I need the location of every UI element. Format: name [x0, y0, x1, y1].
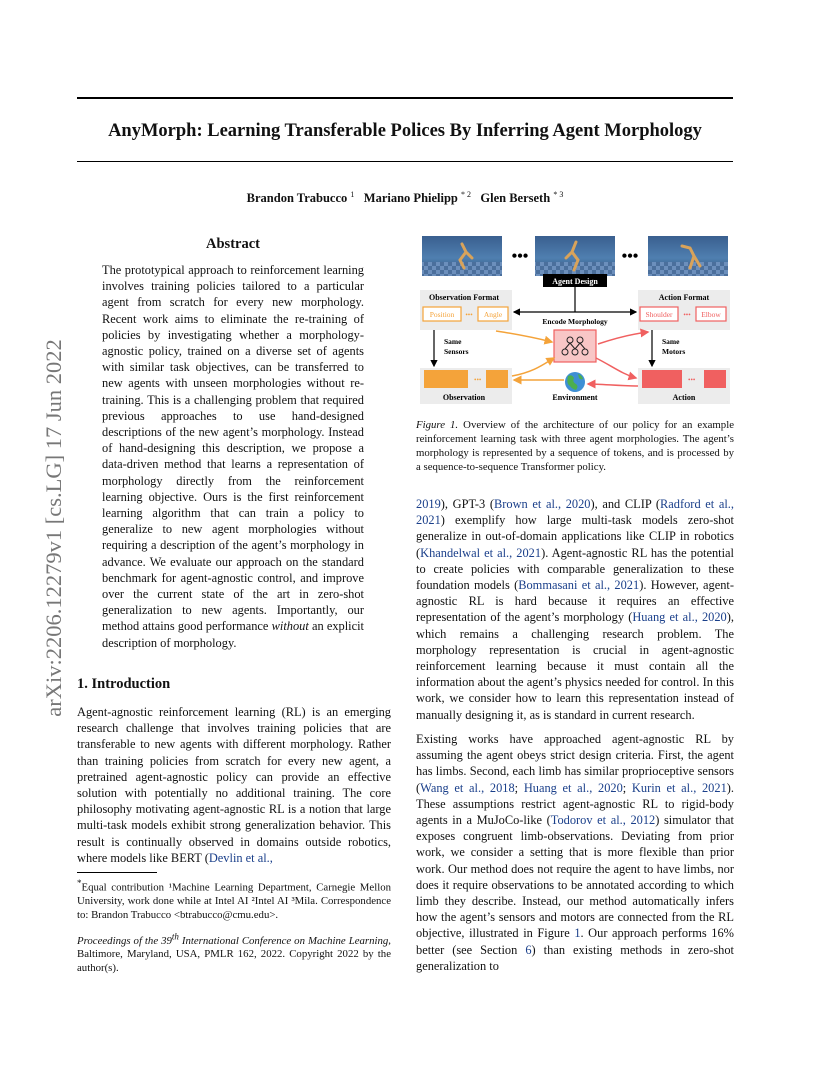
agent-image-3: [648, 236, 728, 276]
paper-title: AnyMorph: Learning Transferable Polices By Inferring Agent Morphology: [108, 121, 702, 141]
author-name: Mariano Phielipp: [363, 191, 458, 206]
paragraph-text: ) than existing methods in zero-shot generalization to: [416, 942, 734, 973]
shoulder-token: Shoulder: [645, 310, 673, 319]
angle-token: Angle: [483, 310, 503, 319]
footnote: *Equal contribution ¹Machine Learning Department, Carnegie Mellon University, work done while at Intel AI ²Intel AI ³Mila. Correspondence to: Brandon Trabucco <btrabucco@cmu.edu>.: [77, 878, 391, 921]
action-label: Action: [672, 393, 696, 402]
agent-ellipsis: •••: [621, 248, 639, 265]
paragraph-text: ). Agent-agnostic RL has the potential to create policies with comparable generalization to these foundation models (: [416, 545, 734, 593]
agent-design-label: Agent Design: [552, 277, 598, 286]
architecture-figure: [416, 234, 734, 406]
citation-link[interactable]: Huang et al., 2020: [523, 780, 623, 795]
citation-link[interactable]: Kurin et al., 2021: [631, 780, 727, 795]
abstract-heading: Abstract: [206, 236, 260, 252]
citation-link[interactable]: Devlin et al.,: [208, 850, 273, 865]
token-ellipsis: •••: [683, 311, 691, 319]
observation-format-label: Observation Format: [429, 293, 499, 302]
author-affiliation: * 2: [461, 190, 472, 199]
citation-link[interactable]: Bommasani et al., 2021: [518, 578, 640, 593]
token-ellipsis: •••: [474, 376, 482, 384]
proceedings-sup: th: [171, 931, 179, 941]
right-column-paragraph-1: [416, 496, 734, 723]
author-affiliation: 1: [350, 190, 355, 199]
caption-text: Overview of the architecture of our policy for an example reinforcement learning task with three agent morphologies. The agent’s morphology is represented by a sequence of tokens, and is processed by a sequence-to-sequence Transformer policy.: [416, 419, 734, 473]
proceedings-suffix: , Baltimore, Maryland, USA, PMLR 162, 2022. Copyright 2022 by the author(s).: [77, 934, 391, 974]
paragraph-text: ). These assumptions restrict agent-agnostic RL to rigid-body agents in a MuJoCo-like (: [416, 780, 734, 828]
introduction-body: [77, 704, 391, 866]
environment-label: Environment: [552, 393, 598, 402]
environment-globe-icon: [565, 372, 585, 392]
citation-link[interactable]: Huang et al., 2020: [632, 610, 727, 625]
author-list: [77, 190, 733, 206]
abstract-body: [102, 262, 364, 651]
agent-image-2: [535, 236, 615, 276]
footnote-rule: [77, 872, 157, 873]
observation-bar: [424, 370, 468, 388]
abstract-text-end: an explicit description of morphology.: [102, 619, 364, 650]
action-bar: [704, 370, 726, 388]
paragraph-text: ), and CLIP (: [590, 497, 661, 511]
same-motors-label: Same: [662, 337, 680, 346]
abstract-emphasis: without: [271, 619, 309, 634]
title-top-rule: [77, 97, 733, 99]
intro-text: Agent-agnostic reinforcement learning (RL) is an emerging research challenge that involves training policies that are transferable to new agents with different morphology. Rather than training policies from scratch for every new agent, a pretrained agent-agnostic policy can provide an effective solution with potentially no additional training. The core philosophy motivating agent-agnostic RL is a notion that large multi-task models exhibit strong generalization behavior. This result is continually observed in domains outside robotics, where models like BERT (: [77, 705, 391, 865]
paragraph-text: ) simulator that exposes congruent limb-observations. Deviating from prior work, we consider a setting that is more flexible than prior work. Our method does not require the agent to have limbs, nor does it require observations to be annotated according to which limb they describe. Instead, our method automatically infers how the agent’s sensors and motors are connected from the RL objective, illustrated in Figure: [416, 813, 734, 941]
citation-link[interactable]: Brown et al., 2020: [494, 497, 591, 511]
position-token: Position: [429, 310, 455, 319]
paragraph-text: ). However, agent-agnostic RL is hard because it requires an effective representation of the agent’s morphology (: [416, 578, 734, 625]
paragraph-text: ), GPT-3 (: [440, 497, 494, 511]
action-bar: [642, 370, 682, 388]
citation-link[interactable]: 6: [525, 942, 532, 957]
paragraph-text: ), which remains a challenging research problem. The morphology representation is crucial in agent-agnostic reinforcement learning because it must contain all the information about the agent’s physics needed for control. In this work, we consider how to learn this representation instead of manually designing it, as is standard in current research.: [416, 610, 734, 722]
citation-link[interactable]: Todorov et al., 2012: [550, 813, 656, 828]
observation-bar: [486, 370, 508, 388]
same-motors-label: Motors: [662, 347, 686, 356]
proceedings-mid: International Conference on Machine Learning: [178, 934, 389, 947]
citation-link[interactable]: Wang et al., 2018: [420, 780, 515, 795]
author-affiliation: * 3: [553, 190, 564, 199]
author-name: Glen Berseth: [480, 191, 551, 206]
right-column-paragraph-2: [416, 731, 734, 974]
paragraph-text: ;: [514, 780, 524, 795]
proceedings-prefix: Proceedings of the 39: [77, 934, 172, 947]
citation-link[interactable]: 2019: [416, 497, 441, 511]
token-ellipsis: •••: [688, 376, 696, 384]
citation-link[interactable]: 1: [574, 926, 581, 941]
agent-ellipsis: •••: [511, 248, 529, 265]
policy-box: [554, 330, 596, 362]
paragraph-text: Existing works have approached agent-agnostic RL by assuming the agent obeys strict design criteria. First, the agent has limbs. Second, each limb has similar proprioceptive sensors (: [416, 732, 734, 795]
figure-label: Figure 1.: [416, 419, 459, 431]
paragraph-text: ;: [622, 780, 632, 795]
proceedings-note: [77, 930, 391, 975]
agent-image-1: [422, 236, 502, 276]
encode-morphology-label: Encode Morphology: [542, 317, 608, 326]
author-name: Brandon Trabucco: [246, 191, 348, 206]
arxiv-identifier[interactable]: arXiv:2206.12279v1 [cs.LG] 17 Jun 2022: [41, 339, 66, 717]
elbow-token: Elbow: [701, 310, 721, 319]
same-sensors-label: Same: [444, 337, 462, 346]
abstract-text: The prototypical approach to reinforcement learning involves training policies tailored to a particular agent from scratch for every new morphology. Recent work aims to eliminate the re-training of policies by investigating whether a morphology-agnostic policy, trained on a diverse set of agents with similar task objectives, can be transferred to new agents with unseen morphologies without re-training. This is a challenging problem that required previous approaches to use hand-designed descriptions of the new agent’s morphology. Instead of hand-designing this description, we propose a data-driven method that learns a representation of morphology directly from the reinforcement learning objective. Ours is the first reinforcement learning algorithm that can train a policy to generalize to new agent morphologies without requiring a description of the agent’s morphology in advance. We evaluate our approach on the standard benchmark for agent-agnostic control, and improve over the current state of the art in zero-shot generalization to new agents. Importantly, our method attains good performance: [102, 263, 364, 634]
citation-link[interactable]: Khandelwal et al., 2021: [420, 545, 542, 560]
figure-caption: [416, 418, 734, 474]
citation-link[interactable]: Radford et al., 2021: [416, 497, 734, 528]
section-heading-introduction: 1. Introduction: [77, 676, 171, 692]
action-format-label: Action Format: [658, 293, 710, 302]
footnote-text: Equal contribution ¹Machine Learning Department, Carnegie Mellon University, work done while at Intel AI ²Intel AI ³Mila. Correspondence to: Brandon Trabucco <btrabucco@cmu.edu>.: [77, 881, 391, 921]
paragraph-text: ) exemplify how large multi-task models zero-shot generalize in out-of-domain applications like CLIP in robotics (: [416, 513, 734, 560]
same-sensors-label: Sensors: [444, 347, 469, 356]
title-bottom-rule: [77, 161, 733, 162]
observation-label: Observation: [442, 393, 486, 402]
paragraph-text: . Our approach performs 16% better (see Section: [416, 926, 734, 957]
token-ellipsis: •••: [465, 311, 473, 319]
